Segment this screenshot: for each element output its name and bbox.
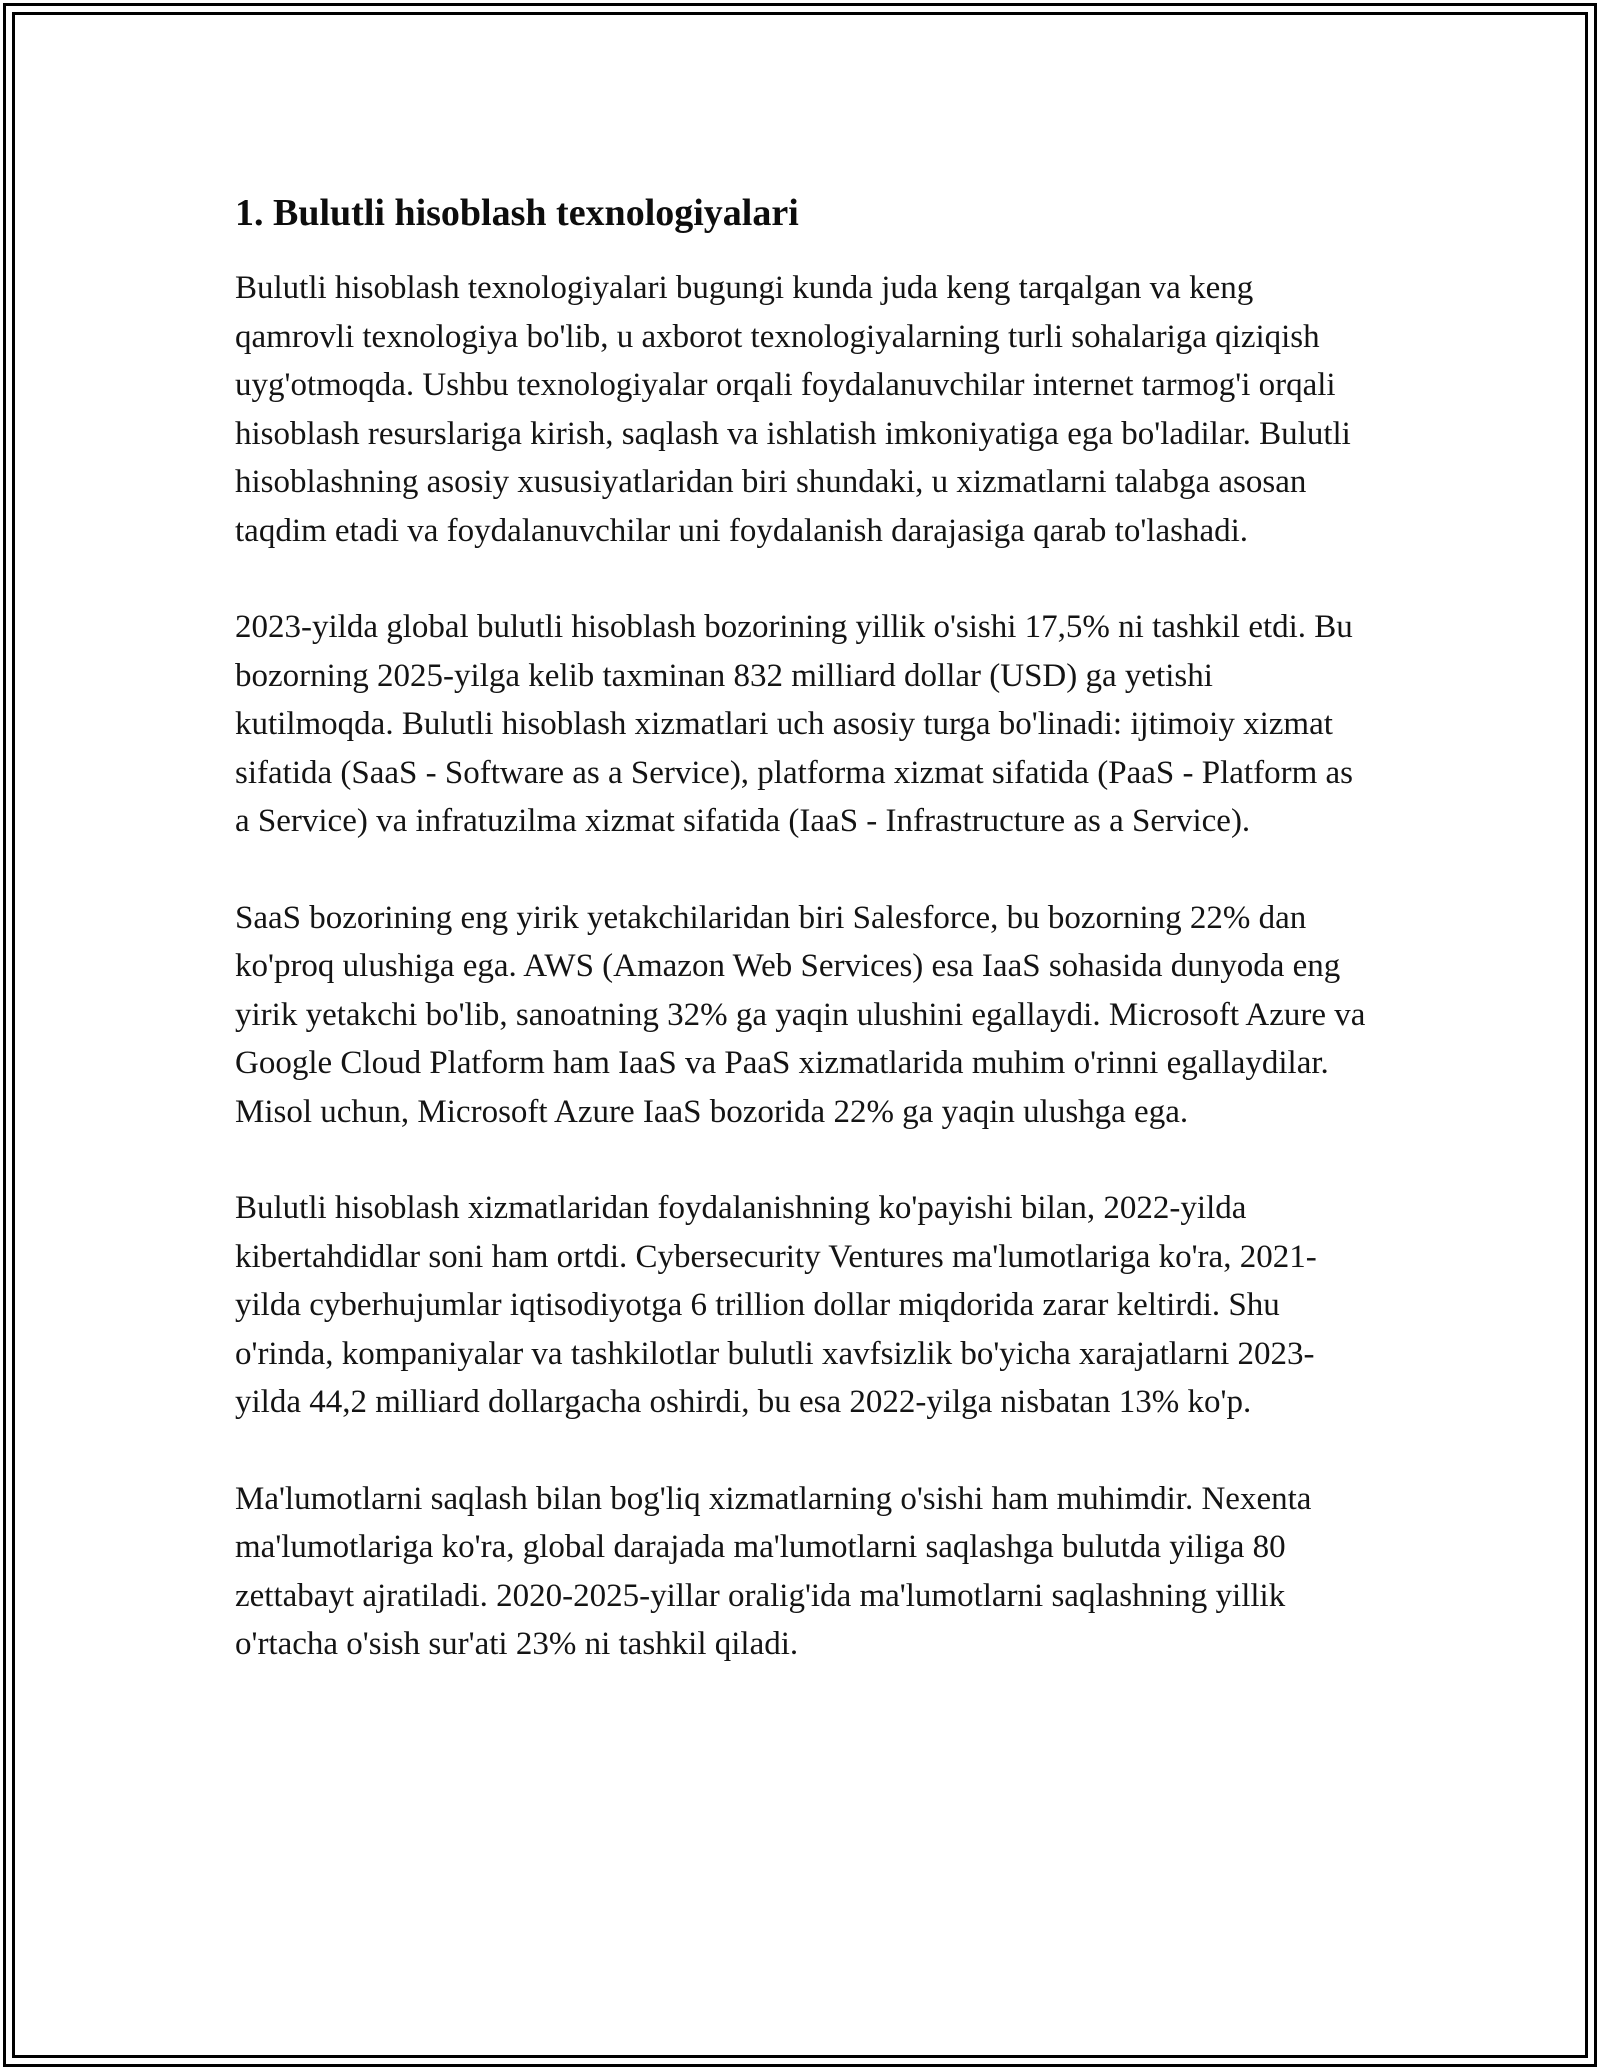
paragraph-market-leaders: SaaS bozorining eng yirik yetakchilaridan biri Salesforce, bu bozorning 22% dan ko'proq ulushiga ega. AWS (Amazon Web Services) esa IaaS sohasida dunyoda eng yirik yetakchi bo'lib, sanoatning 32% ga yaqin ulushini egallaydi. Microsoft Azure va Google Cloud Platform ham IaaS va PaaS xizmatlarida muhim o'rinni egallaydilar. Misol uchun, Microsoft Azure IaaS bozorida 22% ga yaqin ulushga ega. <box>235 899 1366 1130</box>
section-heading: 1. Bulutli hisoblash texnologiyalari <box>235 192 799 234</box>
paragraph-data-storage: Ma'lumotlarni saqlash bilan bog'liq xizmatlarning o'sishi ham muhimdir. Nexenta ma'lumotlariga ko'ra, global darajada ma'lumotlarni saqlashga bulutda yiliga 80 zettabayt ajratiladi. 2020-2025-yillar oralig'ida ma'lumotlarni saqlashning yillik o'rtacha o'sish sur'ati 23% ni tashkil qiladi. <box>235 1480 1312 1662</box>
document-body <box>235 188 1375 1669</box>
paragraph-cloud-overview: Bulutli hisoblash texnologiyalari bugungi kunda juda keng tarqalgan va keng qamrovli texnologiya bo'lib, u axborot texnologiyalarning turli sohalariga qiziqish uyg'otmoqda. Ushbu texnologiyalar orqali foydalanuvchilar internet tarmog'i orqali hisoblash resurslariga kirish, saqlash va ishlatish imkoniyatiga ega bo'ladilar. Bulutli hisoblashning asosiy xususiyatlaridan biri shundaki, u xizmatlarni talabga asosan taqdim etadi va foydalanuvchilar uni foydalanish darajasiga qarab to'lashadi. <box>235 270 1351 549</box>
paragraph-cybersecurity: Bulutli hisoblash xizmatlaridan foydalanishning ko'payishi bilan, 2022-yilda kibertahdidlar soni ham ortdi. Cybersecurity Ventures ma'lumotlariga ko'ra, 2021-yilda cyberhujumlar iqtisodiyotga 6 trillion dollar miqdorida zarar keltirdi. Shu o'rinda, kompaniyalar va tashkilotlar bulutli xavfsizlik bo'yicha xarajatlarni 2023-yilda 44,2 milliard dollargacha oshirdi, bu esa 2022-yilga nisbatan 13% ko'p. <box>235 1190 1317 1420</box>
paragraph-market-growth: 2023-yilda global bulutli hisoblash bozorining yillik o'sishi 17,5% ni tashkil etdi. Bu bozorning 2025-yilga kelib taxminan 832 milliard dollar (USD) ga yetishi kutilmoqda. Bulutli hisoblash xizmatlari uch asosiy turga bo'linadi: ijtimoiy xizmat sifatida (SaaS - Software as a Service), platforma xizmat sifatida (PaaS - Platform as a Service) va infratuzilma xizmat sifatida (IaaS - Infrastructure as a Service). <box>235 609 1353 839</box>
